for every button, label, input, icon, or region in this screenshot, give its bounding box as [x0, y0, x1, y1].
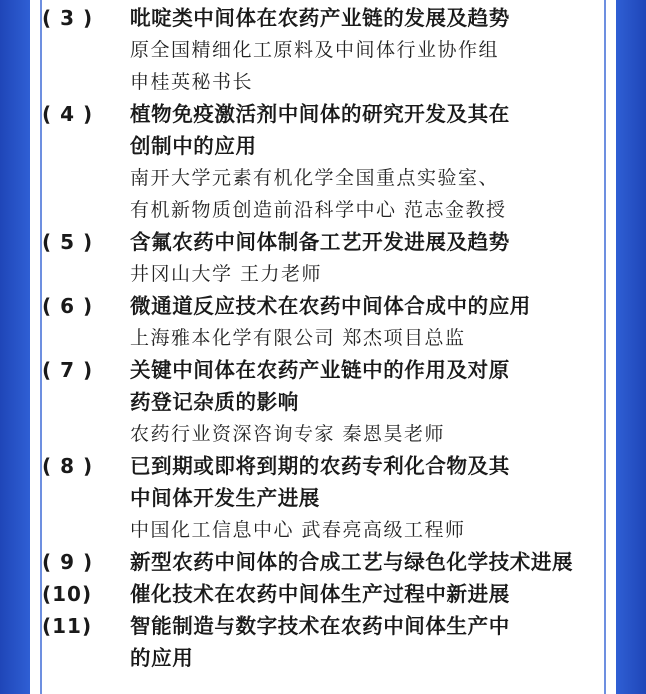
agenda-item-header [42, 610, 582, 674]
item-speaker [130, 258, 582, 290]
agenda-item [42, 450, 582, 546]
item-title-line: 新型农药中间体的合成工艺与绿色化学技术进展 [130, 550, 574, 574]
item-title-line: 微通道反应技术在农药中间体合成中的应用 [130, 294, 531, 318]
agenda-item-header [42, 226, 582, 258]
item-number: ( 9 ) [42, 550, 94, 574]
item-speaker-line: 中国化工信息中心 武春亮高级工程师 [130, 519, 466, 541]
item-title-line: 中间体开发生产进展 [130, 486, 320, 510]
item-title [130, 290, 531, 322]
item-title-line: 智能制造与数字技术在农药中间体生产中 [130, 614, 510, 638]
agenda-item [42, 610, 582, 674]
item-number: ( 8 ) [42, 454, 94, 478]
item-title-line: 吡啶类中间体在农药产业链的发展及趋势 [130, 6, 510, 30]
item-title-line: 关键中间体在农药产业链中的作用及对原 [130, 358, 510, 382]
agenda-item [42, 226, 582, 290]
item-speaker [130, 514, 582, 546]
item-title [130, 450, 510, 514]
item-speaker-line: 南开大学元素有机化学全国重点实验室、 [130, 167, 500, 189]
item-speaker [130, 322, 582, 354]
item-speaker-line: 原全国精细化工原料及中间体行业协作组 [130, 39, 500, 61]
agenda-item-header [42, 2, 582, 34]
agenda-item-header [42, 290, 582, 322]
agenda-item [42, 98, 582, 226]
item-speaker-line: 井冈山大学 王力老师 [130, 263, 323, 285]
item-title [130, 610, 510, 674]
item-title-line: 创制中的应用 [130, 134, 257, 158]
agenda-item [42, 546, 582, 578]
item-number: ( 3 ) [42, 6, 94, 30]
item-title [130, 578, 510, 610]
agenda-item [42, 354, 582, 450]
item-speaker [130, 34, 582, 98]
item-number: ( 7 ) [42, 358, 94, 382]
left-blue-frame [0, 0, 30, 694]
agenda-list [42, 2, 582, 674]
agenda-item [42, 578, 582, 610]
item-number: ( 5 ) [42, 230, 94, 254]
agenda-item-header [42, 98, 582, 162]
item-title [130, 98, 510, 162]
item-title [130, 2, 510, 34]
item-title-line: 药登记杂质的影响 [130, 390, 299, 414]
item-number: ( 6 ) [42, 294, 94, 318]
item-title-line: 含氟农药中间体制备工艺开发进展及趋势 [130, 230, 510, 254]
item-speaker [130, 418, 582, 450]
agenda-item [42, 2, 582, 98]
item-number: ( 4 ) [42, 102, 94, 126]
item-title [130, 354, 510, 418]
item-speaker-line: 申桂英秘书长 [130, 71, 254, 93]
item-speaker-line: 上海雅本化学有限公司 郑杰项目总监 [130, 327, 466, 349]
agenda-item [42, 290, 582, 354]
item-speaker [130, 162, 582, 226]
item-speaker-line: 有机新物质创造前沿科学中心 范志金教授 [130, 199, 507, 221]
item-title-line: 的应用 [130, 646, 194, 670]
item-title-line: 植物免疫激活剂中间体的研究开发及其在 [130, 102, 510, 126]
agenda-item-header [42, 450, 582, 514]
item-title [130, 546, 573, 578]
item-title-line: 催化技术在农药中间体生产过程中新进展 [130, 582, 510, 606]
agenda-item-header [42, 354, 582, 418]
item-speaker-line: 农药行业资深咨询专家 秦恩昊老师 [130, 423, 446, 445]
item-title [130, 226, 510, 258]
agenda-item-header [42, 546, 582, 578]
item-title-line: 已到期或即将到期的农药专利化合物及其 [130, 454, 510, 478]
right-blue-frame [616, 0, 646, 694]
item-number: (10) [42, 582, 93, 606]
item-number: (11) [42, 614, 93, 638]
agenda-item-header [42, 578, 582, 610]
